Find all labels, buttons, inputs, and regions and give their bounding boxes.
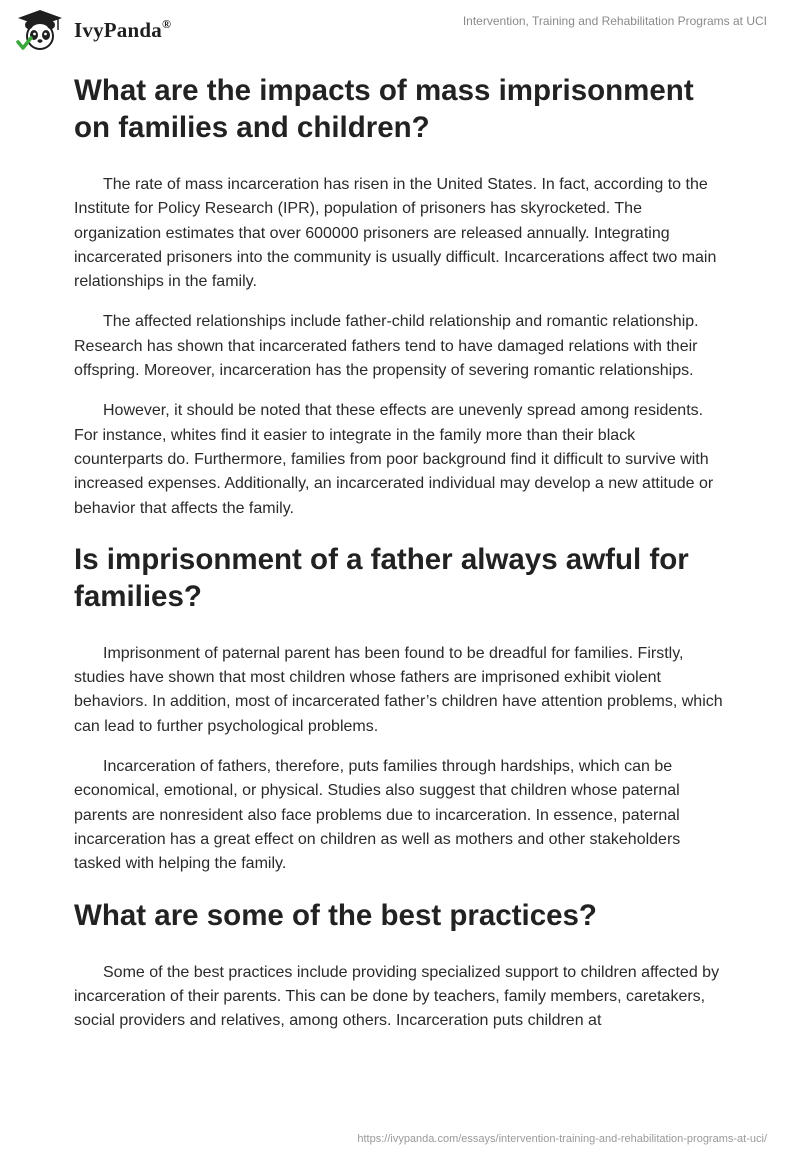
brand-text: IvyPanda xyxy=(74,18,162,42)
paragraph: However, it should be noted that these effects are unevenly spread among residents. For instance, whites find it easier to integrate in the family more than their black counterparts do. Furthermore, families from poor background find it difficult to survive with increased expenses. Additionally, an incarcerated individual may develop a new attitude or behavior that affects the family. xyxy=(74,402,714,517)
running-title: Intervention, Training and Rehabilitation Programs at UCI xyxy=(462,14,767,28)
section-heading: What are some of the best practices? xyxy=(74,898,597,932)
brand-name xyxy=(74,17,171,43)
section-father-imprisonment xyxy=(74,541,724,877)
panda-graduation-cap-logo-icon xyxy=(14,8,66,52)
section-impacts xyxy=(74,72,724,521)
paragraph: Some of the best practices include providing specialized support to children affected by incarceration of their parents. This can be done by teachers, family members, caretakers, social providers and relatives, among others. Incarceration puts children at xyxy=(74,963,720,1030)
ivypanda-logo[interactable] xyxy=(14,8,171,52)
paragraph: Imprisonment of paternal parent has been found to be dreadful for families. Firstly, studies have shown that most children whose fathers are imprisoned exhibit violent behaviors. In addition, most of incarcerated father’s children have attention problems, which can lead to further psychological problems. xyxy=(74,644,723,735)
registered-mark: ® xyxy=(161,17,172,31)
essay-content xyxy=(74,72,724,1049)
page-header xyxy=(0,0,800,62)
section-best-practices xyxy=(74,897,724,1034)
section-heading: What are the impacts of mass imprisonment on families and children? xyxy=(74,74,694,144)
paragraph: The affected relationships include father-child relationship and romantic relationship. Research has shown that incarcerated fathers tend to have damaged relations with their offspring. Moreover, incarceration has the propensity of severing romantic relationships. xyxy=(74,313,699,380)
paragraph: Incarceration of fathers, therefore, puts families through hardships, which can be economical, emotional, or physical. Studies also suggest that children whose paternal parents are nonresident also face problems due to incarceration. In essence, paternal incarceration has a great effect on children as well as mothers and other stakeholders tasked with helping the family. xyxy=(74,758,681,873)
section-heading: Is imprisonment of a father always awful for families? xyxy=(74,542,689,613)
paragraph: The rate of mass incarceration has risen in the United States. In fact, according to the Institute for Policy Research (IPR), population of prisoners has skyrocketed. The organization estimates that over 600000 prisoners are released annually. Integrating incarcerated prisoners into the community is usually difficult. Incarcerations affect two main relationships in the family. xyxy=(74,176,717,291)
source-url-link[interactable]: https://ivypanda.com/essays/intervention-training-and-rehabilitation-programs-at-uci/ xyxy=(357,1133,767,1145)
